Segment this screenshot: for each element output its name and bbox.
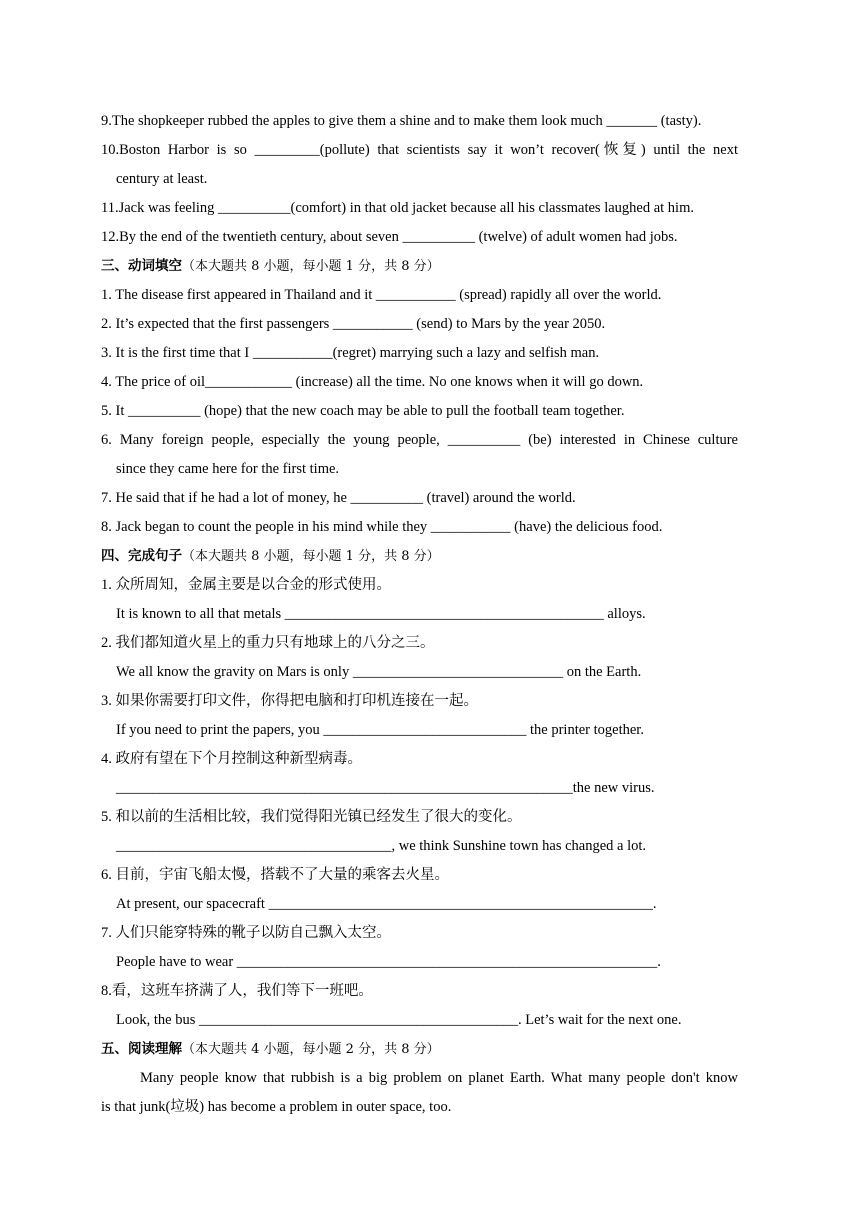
page-content: [101, 107, 738, 1122]
verb-question-1: 1. The disease first appeared in Thailand and it ___________ (spread) rapidly all over the world.: [101, 287, 662, 303]
section-4-note: （本大题共 8 小题，每小题 1 分，共 8 分）: [182, 549, 440, 564]
sentence-6-english: At present, our spacecraft _____________________________________________________.: [116, 896, 657, 912]
sentence-7-english: People have to wear __________________________________________________________.: [116, 954, 661, 970]
verb-question-8: 8. Jack began to count the people in his mind while they ___________ (have) the delicious food.: [101, 519, 663, 535]
sentence-3-chinese: 3. 如果你需要打印文件，你得把电脑和打印机连接在一起。: [101, 693, 478, 709]
verb-question-4: 4. The price of oil____________ (increase) all the time. No one knows when it will go down.: [101, 374, 644, 390]
section-3-heading: [101, 252, 738, 281]
sentence-8-chinese: 8.看，这班车挤满了人，我们等下一班吧。: [101, 983, 373, 999]
verb-question-5: 5. It __________ (hope) that the new coach may be able to pull the football team together.: [101, 403, 625, 419]
section-5-heading: [101, 1035, 738, 1064]
sentence-6-chinese: 6. 目前，宇宙飞船太慢，搭载不了大量的乘客去火星。: [101, 867, 449, 883]
verb-question-6: 6. Many foreign people, especially the young people, __________ (be) interested in Chinese culture: [101, 432, 738, 448]
sentence-4-english: _______________________________________________________________the new virus.: [116, 780, 655, 796]
section-3-title: 三、动词填空: [101, 258, 182, 274]
section-5-title: 五、阅读理解: [101, 1041, 182, 1057]
verb-question-6-continued: since they came here for the first time.: [116, 461, 340, 477]
sentence-2-english: We all know the gravity on Mars is only _____________________________ on the Earth.: [116, 664, 642, 680]
section-4-title: 四、完成句子: [101, 548, 182, 564]
section-4-heading: [101, 542, 738, 571]
sentence-2-chinese: 2. 我们都知道火星上的重力只有地球上的八分之三。: [101, 635, 435, 651]
reading-paragraph-line-2: is that junk(垃圾) has become a problem in outer space, too.: [101, 1099, 452, 1115]
sentence-1-english: It is known to all that metals ____________________________________________ alloys.: [116, 606, 646, 622]
verb-question-3: 3. It is the first time that I ___________(regret) marrying such a lazy and selfish man.: [101, 345, 600, 361]
sentence-8-english: Look, the bus ____________________________________________. Let’s wait for the next one.: [116, 1012, 682, 1028]
reading-paragraph-line-1: Many people know that rubbish is a big problem on planet Earth. What many people don't know: [140, 1070, 738, 1086]
question-10: 10.Boston Harbor is so _________(pollute) that scientists say it won’t recover(恢复) until the next: [101, 142, 738, 158]
section-3-note: （本大题共 8 小题，每小题 1 分，共 8 分）: [182, 259, 440, 274]
verb-question-2: 2. It’s expected that the first passengers ___________ (send) to Mars by the year 2050.: [101, 316, 606, 332]
question-11: 11.Jack was feeling __________(comfort) in that old jacket because all his classmates laughed at him.: [101, 200, 694, 216]
question-10-continued: century at least.: [116, 171, 208, 187]
sentence-7-chinese: 7. 人们只能穿特殊的靴子以防自己飘入太空。: [101, 925, 391, 941]
sentence-5-english: ______________________________________, we think Sunshine town has changed a lot.: [116, 838, 647, 854]
question-9: 9.The shopkeeper rubbed the apples to give them a shine and to make them look much _______ (tasty).: [101, 113, 702, 129]
sentence-3-english: If you need to print the papers, you ____________________________ the printer together.: [116, 722, 644, 738]
sentence-1-chinese: 1. 众所周知，金属主要是以合金的形式使用。: [101, 577, 391, 593]
section-5-note: （本大题共 4 小题，每小题 2 分，共 8 分）: [182, 1042, 440, 1057]
sentence-5-chinese: 5. 和以前的生活相比较，我们觉得阳光镇已经发生了很大的变化。: [101, 809, 522, 825]
verb-question-7: 7. He said that if he had a lot of money, he __________ (travel) around the world.: [101, 490, 576, 506]
question-12: 12.By the end of the twentieth century, about seven __________ (twelve) of adult women had jobs.: [101, 229, 678, 245]
sentence-4-chinese: 4. 政府有望在下个月控制这种新型病毒。: [101, 751, 362, 767]
